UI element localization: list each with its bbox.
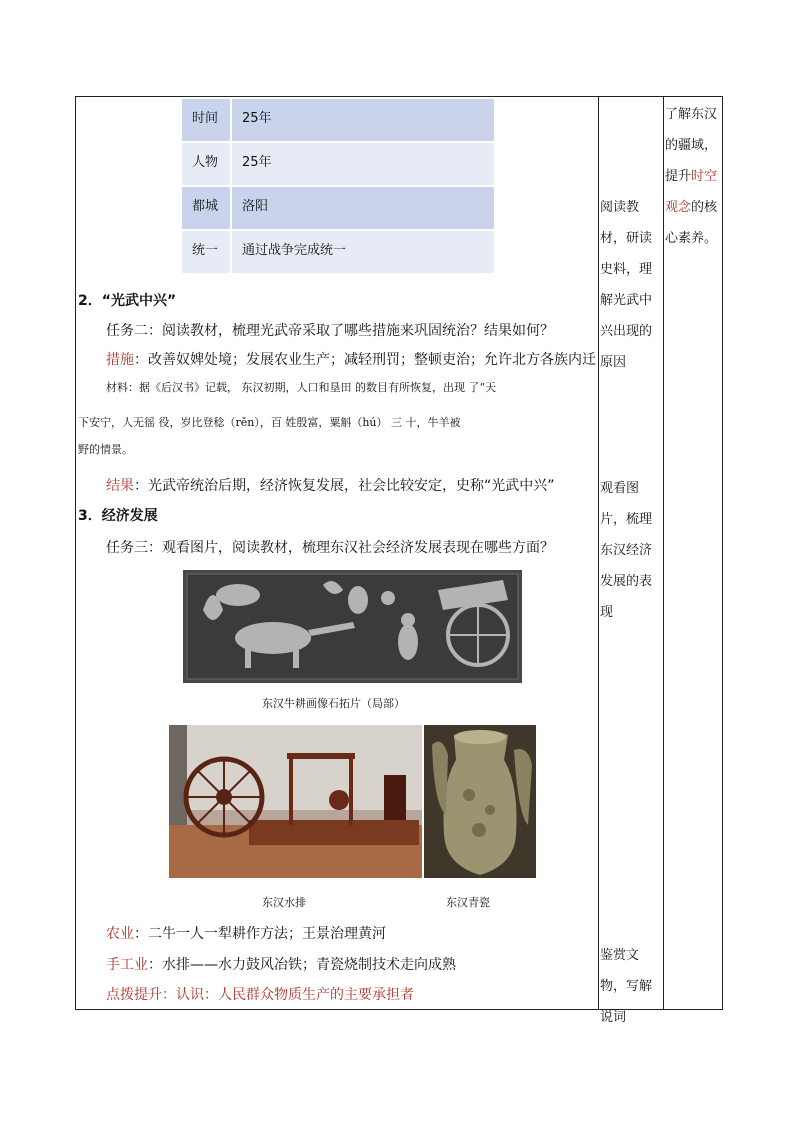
image-caption: 东汉牛耕画像石拓片（局部） [262,697,405,710]
design-intent-highlight: 时空观念 [665,169,718,215]
image-caption: 东汉青瓷 [446,896,490,909]
result-label: 结果 [106,478,134,494]
section-heading: 3．经济发展 [78,508,158,524]
info-key: 都城 [182,187,230,229]
result-text: ：光武帝统治后期，经济恢复发展，社会比较安定，史称“光武中兴” [134,478,555,494]
water-bellows-image [169,725,422,878]
dynasty-info-table [182,99,494,275]
lesson-table [75,96,723,1025]
agriculture-line [106,924,386,944]
section-heading: 2．“光武中兴” [78,293,177,309]
image-caption: 东汉水排 [262,896,306,909]
student-activity: 观看图片，梳理东汉经济发展的表现 [600,481,653,620]
celadon-vessel-image [424,725,536,878]
design-intent [665,99,723,254]
info-row [182,187,494,229]
info-key: 统一 [182,231,230,273]
key-point-line [106,985,414,1005]
source-material-line: 下安宁，人无徭 役，岁比登稔（rěn），百 姓殷富，粟斛（hú） 三 十，牛羊被 [78,416,461,429]
info-row [182,143,494,185]
student-activity: 阅读教材，研读史料，理解光武中兴出现的原因 [600,200,653,370]
info-key: 人物 [182,143,230,185]
key-point-text: ：认识：人民群众物质生产的主要承担者 [162,987,414,1003]
info-value: 25年 [230,99,494,141]
ox-plough-rubbing-image [183,570,522,683]
design-intent-text: 了解东汉的疆域，提升 [665,107,718,184]
task-text: 任务二：阅读教材，梳理光武帝采取了哪些措施来巩固统治？结果如何？ [106,323,554,339]
measures-text: ：改善奴婢处境；发展农业生产；减轻刑罚；整顿吏治；允许北方各族内迁 [134,352,596,368]
info-value: 洛阳 [230,187,494,229]
agriculture-text: ：二牛一人一犁耕作方法；王景治理黄河 [134,926,386,942]
agriculture-label: 农业 [106,926,134,942]
task-text: 任务三：观看图片，阅读教材，梳理东汉社会经济发展表现在哪些方面？ [106,540,554,556]
info-row [182,99,494,141]
key-point-label: 点拨提升 [106,987,162,1003]
source-material-line: 材料：据《后汉书》记载， 东汉初期，人口和垦田 的数目有所恢复，出现 了“天 [106,381,497,394]
measures-label: 措施 [106,352,134,368]
source-material-line: 野的情景。 [78,443,133,456]
handicraft-label: 手工业 [106,957,148,973]
info-value: 25年 [230,143,494,185]
result-line [106,476,555,496]
design-intent-text: 的核心素养。 [665,200,718,246]
info-key: 时间 [182,99,230,141]
student-activity: 鉴赏文物，写解说词 [600,948,653,1025]
column-divider [598,97,599,1009]
handicraft-line [106,955,456,975]
info-value: 通过战争完成统一 [230,231,494,273]
info-row [182,231,494,273]
handicraft-text: ：水排——水力鼓风冶铁；青瓷烧制技术走向成熟 [148,957,456,973]
measures-line [106,350,596,370]
